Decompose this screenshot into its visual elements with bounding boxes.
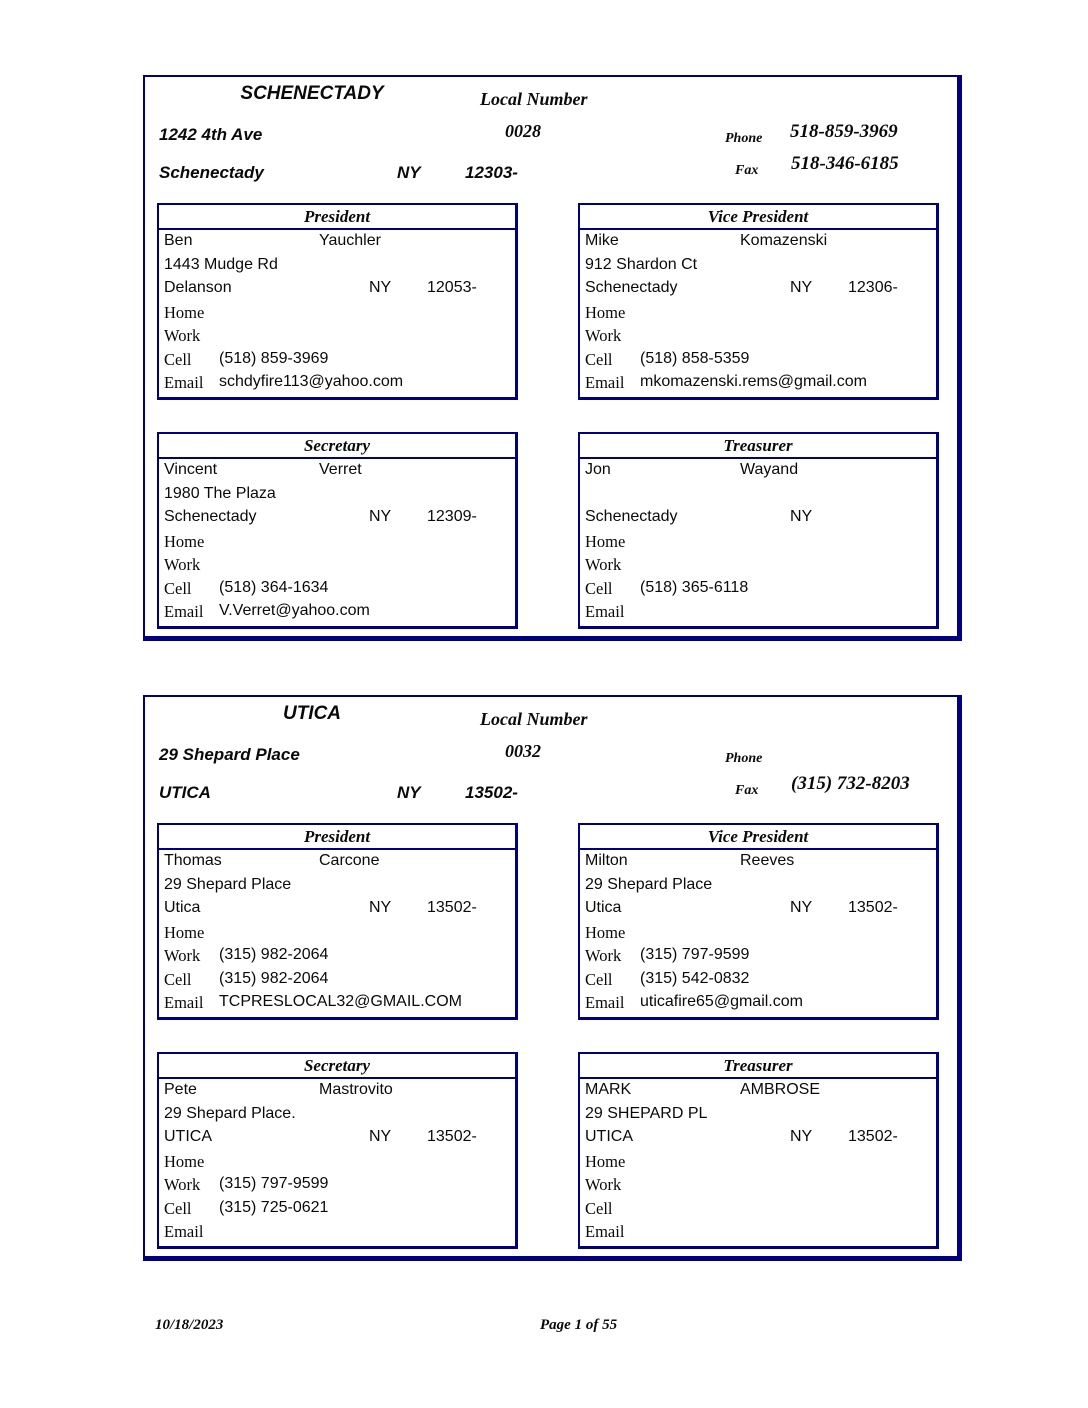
email-label: Email [585,602,625,621]
local-number-value: 0032 [505,741,541,761]
home-label: Home [585,922,626,942]
local-number-label: Local Number [480,709,588,729]
home-label: Home [585,1151,626,1171]
local-address: 29 Shepard Place [159,745,300,764]
local-zip: 12303- [465,163,518,182]
email-label: Email [164,373,204,392]
officer-last-name: AMBROSE [740,1081,821,1098]
email-value: TCPRESLOCAL32@GMAIL.COM [219,993,462,1010]
cell-value: (315) 542-0832 [640,969,750,987]
officer-first-name: Vincent [164,461,218,478]
home-label: Home [585,302,626,322]
officer-street: 29 Shepard Place. [164,1104,296,1122]
officer-last-name: Komazenski [740,232,828,249]
work-value: (315) 982-2064 [219,946,329,963]
work-label: Work [585,1175,622,1194]
work-label: Work [585,326,622,345]
officer-last-name: Reeves [740,852,795,869]
phone-label: Phone [725,751,763,766]
work-label: Work [164,1175,201,1194]
officer-title: Secretary [159,1054,515,1079]
cell-value: (518) 365-6118 [640,578,749,596]
email-value: mkomazenski.rems@gmail.com [640,373,867,390]
officer-state: NY [369,1128,392,1145]
cell-label: Cell [164,1198,192,1218]
footer-page-number: Page 1 of 55 [540,1317,618,1333]
local-number-label: Local Number [480,89,588,109]
officer-first-name: Mike [585,232,619,249]
phone-value: 518-859-3969 [790,121,898,142]
officer-state: NY [369,899,392,916]
officer-state: NY [790,508,813,525]
officer-title: Vice President [580,205,936,230]
cell-label: Cell [585,578,613,598]
officer-last-name: Mastrovito [319,1081,393,1098]
footer-date: 10/18/2023 [155,1317,224,1333]
officer-state: NY [369,508,392,525]
local-state: NY [397,783,421,802]
work-label: Work [164,555,201,574]
local-card-utica [143,695,962,1261]
officer-title: Treasurer [580,434,936,459]
officer-state: NY [790,1128,813,1145]
officer-first-name: Ben [164,232,193,249]
officer-city: Utica [585,899,622,916]
email-label: Email [164,1222,204,1241]
officer-state: NY [369,279,392,296]
email-value: uticafire65@gmail.com [640,993,803,1010]
officer-zip: 12306- [848,279,898,296]
officer-box-treasurer [578,432,939,629]
officer-box-president [157,203,518,400]
local-zip: 13502- [465,783,518,802]
officer-title: President [159,205,515,230]
officer-city: UTICA [585,1128,633,1145]
officer-last-name: Yauchler [319,232,381,249]
local-city: Schenectady [159,163,264,182]
local-number-value: 0028 [505,121,541,141]
officer-box-treasurer [578,1052,939,1249]
officer-first-name: MARK [585,1081,632,1098]
officer-state: NY [790,899,813,916]
cell-value: (518) 364-1634 [219,578,329,596]
officer-city: Utica [164,899,201,916]
home-label: Home [164,302,205,322]
officer-first-name: Jon [585,461,611,478]
cell-label: Cell [585,349,613,369]
fax-label: Fax [735,163,759,178]
work-label: Work [164,326,201,345]
officer-last-name: Verret [319,461,362,478]
officer-street: 1443 Mudge Rd [164,255,278,273]
work-label: Work [585,946,622,965]
officer-street: 29 Shepard Place [164,875,292,893]
cell-label: Cell [164,349,192,369]
local-header [145,697,957,823]
officer-state: NY [790,279,813,296]
local-header [145,77,957,203]
officer-zip: 13502- [848,899,898,916]
officer-city: UTICA [164,1128,212,1145]
officer-first-name: Milton [585,852,628,869]
officer-title: President [159,825,515,850]
email-label: Email [585,993,625,1012]
home-label: Home [164,531,205,551]
cell-label: Cell [164,578,192,598]
officer-street: 912 Shardon Ct [585,255,698,273]
fax-value: (315) 732-8203 [791,773,910,794]
email-label: Email [585,1222,625,1241]
cell-label: Cell [585,969,613,989]
officer-zip: 13502- [848,1128,898,1145]
email-value: schdyfire113@yahoo.com [219,373,404,390]
officer-title: Secretary [159,434,515,459]
officer-street: 29 Shepard Place [585,875,713,893]
local-name: UTICA [282,703,342,724]
work-value: (315) 797-9599 [640,946,750,963]
officer-zip: 13502- [427,899,477,916]
local-card-schenectady [143,75,962,641]
cell-value: (518) 858-5359 [640,349,750,367]
work-label: Work [164,946,201,965]
officer-title: Treasurer [580,1054,936,1079]
home-label: Home [585,531,626,551]
cell-value: (518) 859-3969 [219,349,329,367]
officer-last-name: Wayand [740,461,799,478]
officer-last-name: Carcone [319,852,380,869]
cell-value: (315) 725-0621 [219,1198,329,1216]
officer-zip: 12053- [427,279,477,296]
home-label: Home [164,1151,205,1171]
officer-zip: 12309- [427,508,477,525]
cell-label: Cell [585,1198,613,1218]
officer-box-president [157,823,518,1020]
work-value: (315) 797-9599 [219,1175,329,1192]
local-city: UTICA [159,783,211,802]
cell-label: Cell [164,969,192,989]
officer-first-name: Pete [164,1081,197,1098]
email-value: V.Verret@yahoo.com [219,602,370,619]
officer-street: 29 SHEPARD PL [585,1104,708,1122]
officer-title: Vice President [580,825,936,850]
local-state: NY [397,163,421,182]
home-label: Home [164,922,205,942]
local-address: 1242 4th Ave [159,125,263,144]
officer-box-vice-president [578,203,939,400]
email-label: Email [164,602,204,621]
work-label: Work [585,555,622,574]
fax-label: Fax [735,783,759,798]
officer-city: Delanson [164,279,232,296]
officer-first-name: Thomas [164,852,222,869]
local-name: SCHENECTADY [240,83,384,104]
officer-box-secretary [157,432,518,629]
officer-street: 1980 The Plaza [164,484,276,502]
officer-city: Schenectady [585,508,678,525]
officer-box-secretary [157,1052,518,1249]
officer-city: Schenectady [164,508,257,525]
email-label: Email [164,993,204,1012]
officer-zip: 13502- [427,1128,477,1145]
officer-city: Schenectady [585,279,678,296]
cell-value: (315) 982-2064 [219,969,329,987]
fax-value: 518-346-6185 [791,153,899,174]
email-label: Email [585,373,625,392]
phone-label: Phone [725,131,763,146]
officer-box-vice-president [578,823,939,1020]
